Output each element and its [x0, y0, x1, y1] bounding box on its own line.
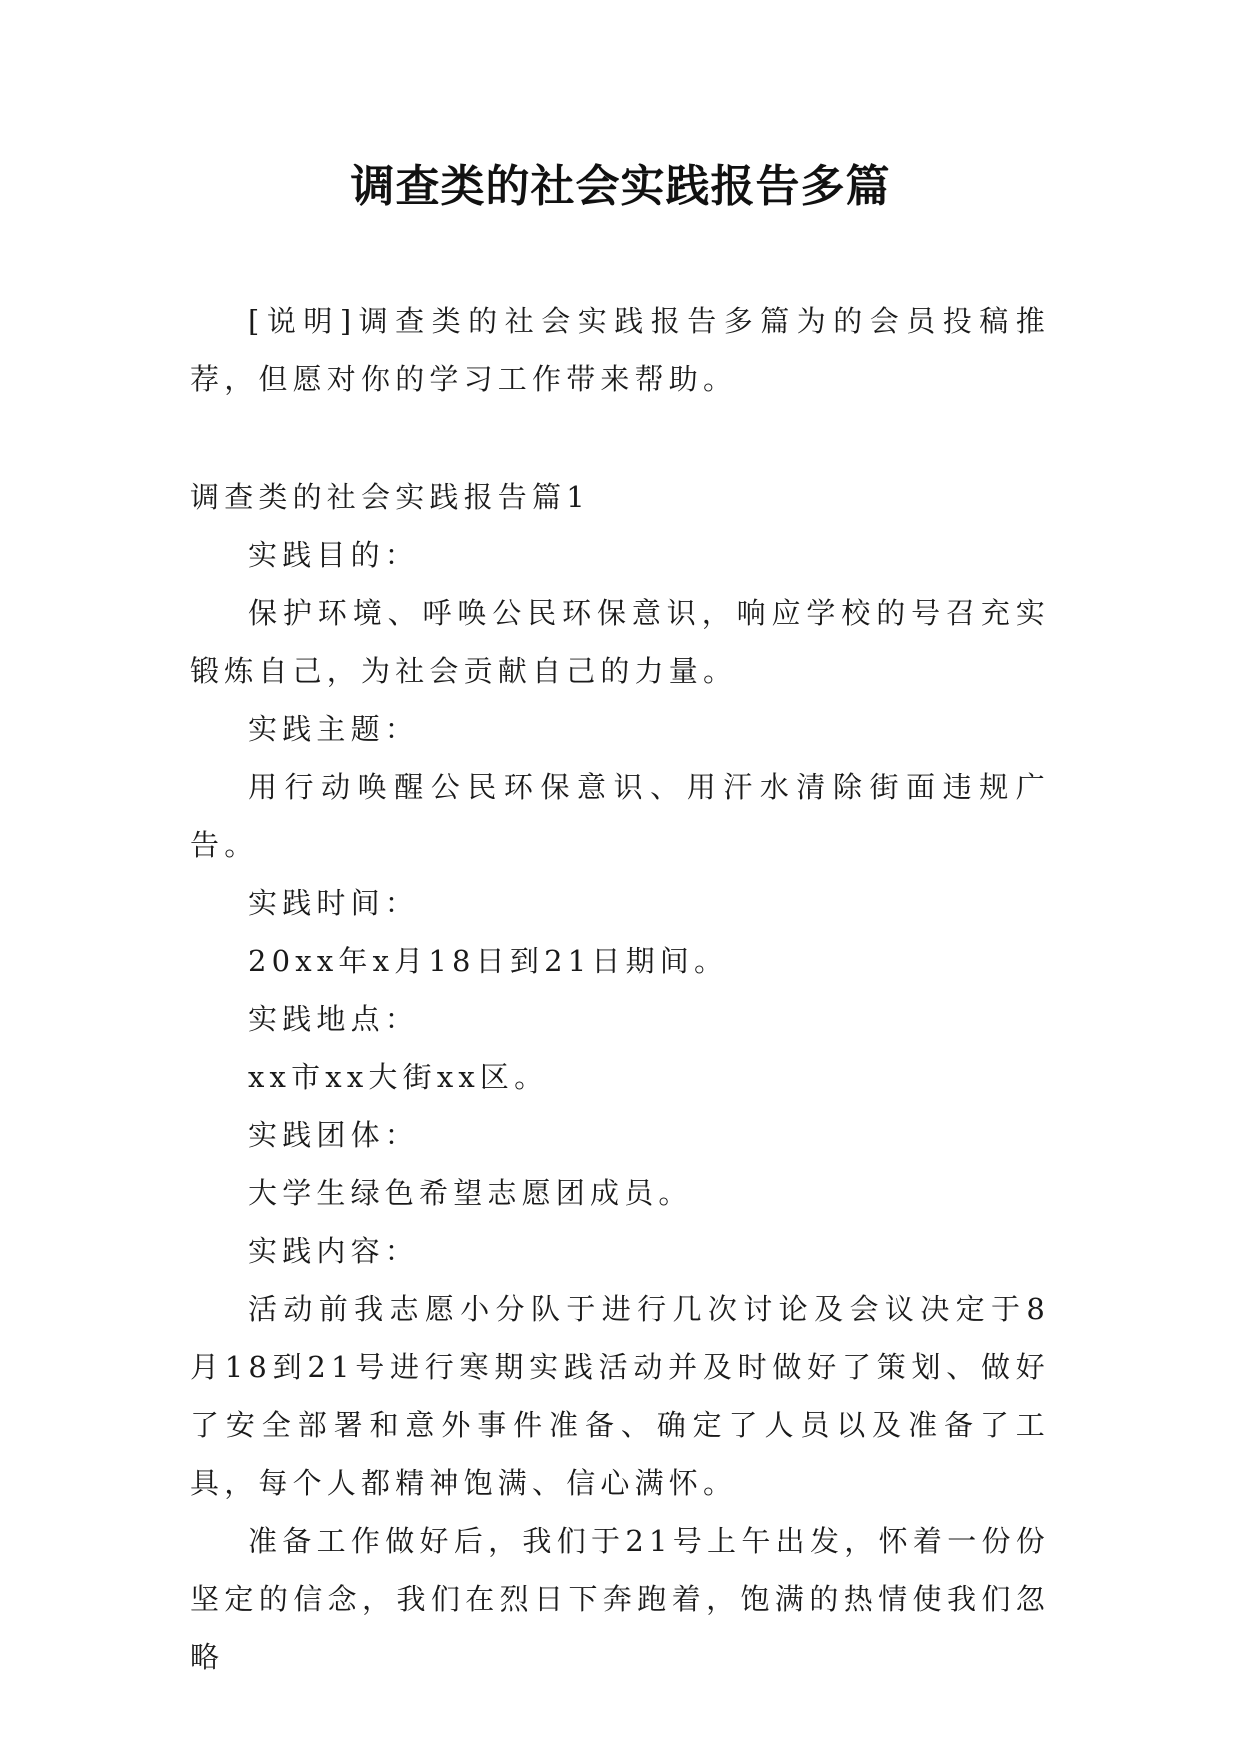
label-time: 实践时间： [248, 886, 420, 920]
section-heading: 调查类的社会实践报告篇1 [190, 480, 590, 514]
paragraph-time: 20xx年x月18日到21日期间。 [248, 944, 729, 978]
paragraph-theme: 用行动唤醒公民环保意识、用汗水清除街面违规广告。 [190, 770, 1050, 862]
spacer [190, 408, 1050, 468]
label-location: 实践地点： [248, 1002, 420, 1036]
document-body [190, 292, 1050, 1686]
label-group: 实践团体： [248, 1118, 420, 1152]
paragraph-location: xx市xx大街xx区。 [248, 1060, 549, 1094]
document-title: 调查类的社会实践报告多篇 [350, 161, 891, 212]
paragraph-purpose: 保护环境、呼唤公民环保意识，响应学校的号召充实锻炼自己，为社会贡献自己的力量。 [190, 596, 1050, 688]
paragraph-content-2: 准备工作做好后，我们于21号上午出发，怀着一份份坚定的信念，我们在烈日下奔跑着，饱满的热情使我们忽略 [190, 1524, 1050, 1674]
paragraph-content-1: 活动前我志愿小分队于进行几次讨论及会议决定于8月18到21号进行寒期实践活动并及时做好了策划、做好了安全部署和意外事件准备、确定了人员以及准备了工具，每个人都精神饱满、信心满怀。 [190, 1292, 1050, 1500]
label-purpose: 实践目的： [248, 538, 420, 572]
intro-paragraph: [说明]调查类的社会实践报告多篇为的会员投稿推荐，但愿对你的学习工作带来帮助。 [190, 304, 1050, 396]
label-theme: 实践主题： [248, 712, 420, 746]
paragraph-group: 大学生绿色希望志愿团成员。 [248, 1176, 693, 1210]
label-content: 实践内容： [248, 1234, 420, 1268]
